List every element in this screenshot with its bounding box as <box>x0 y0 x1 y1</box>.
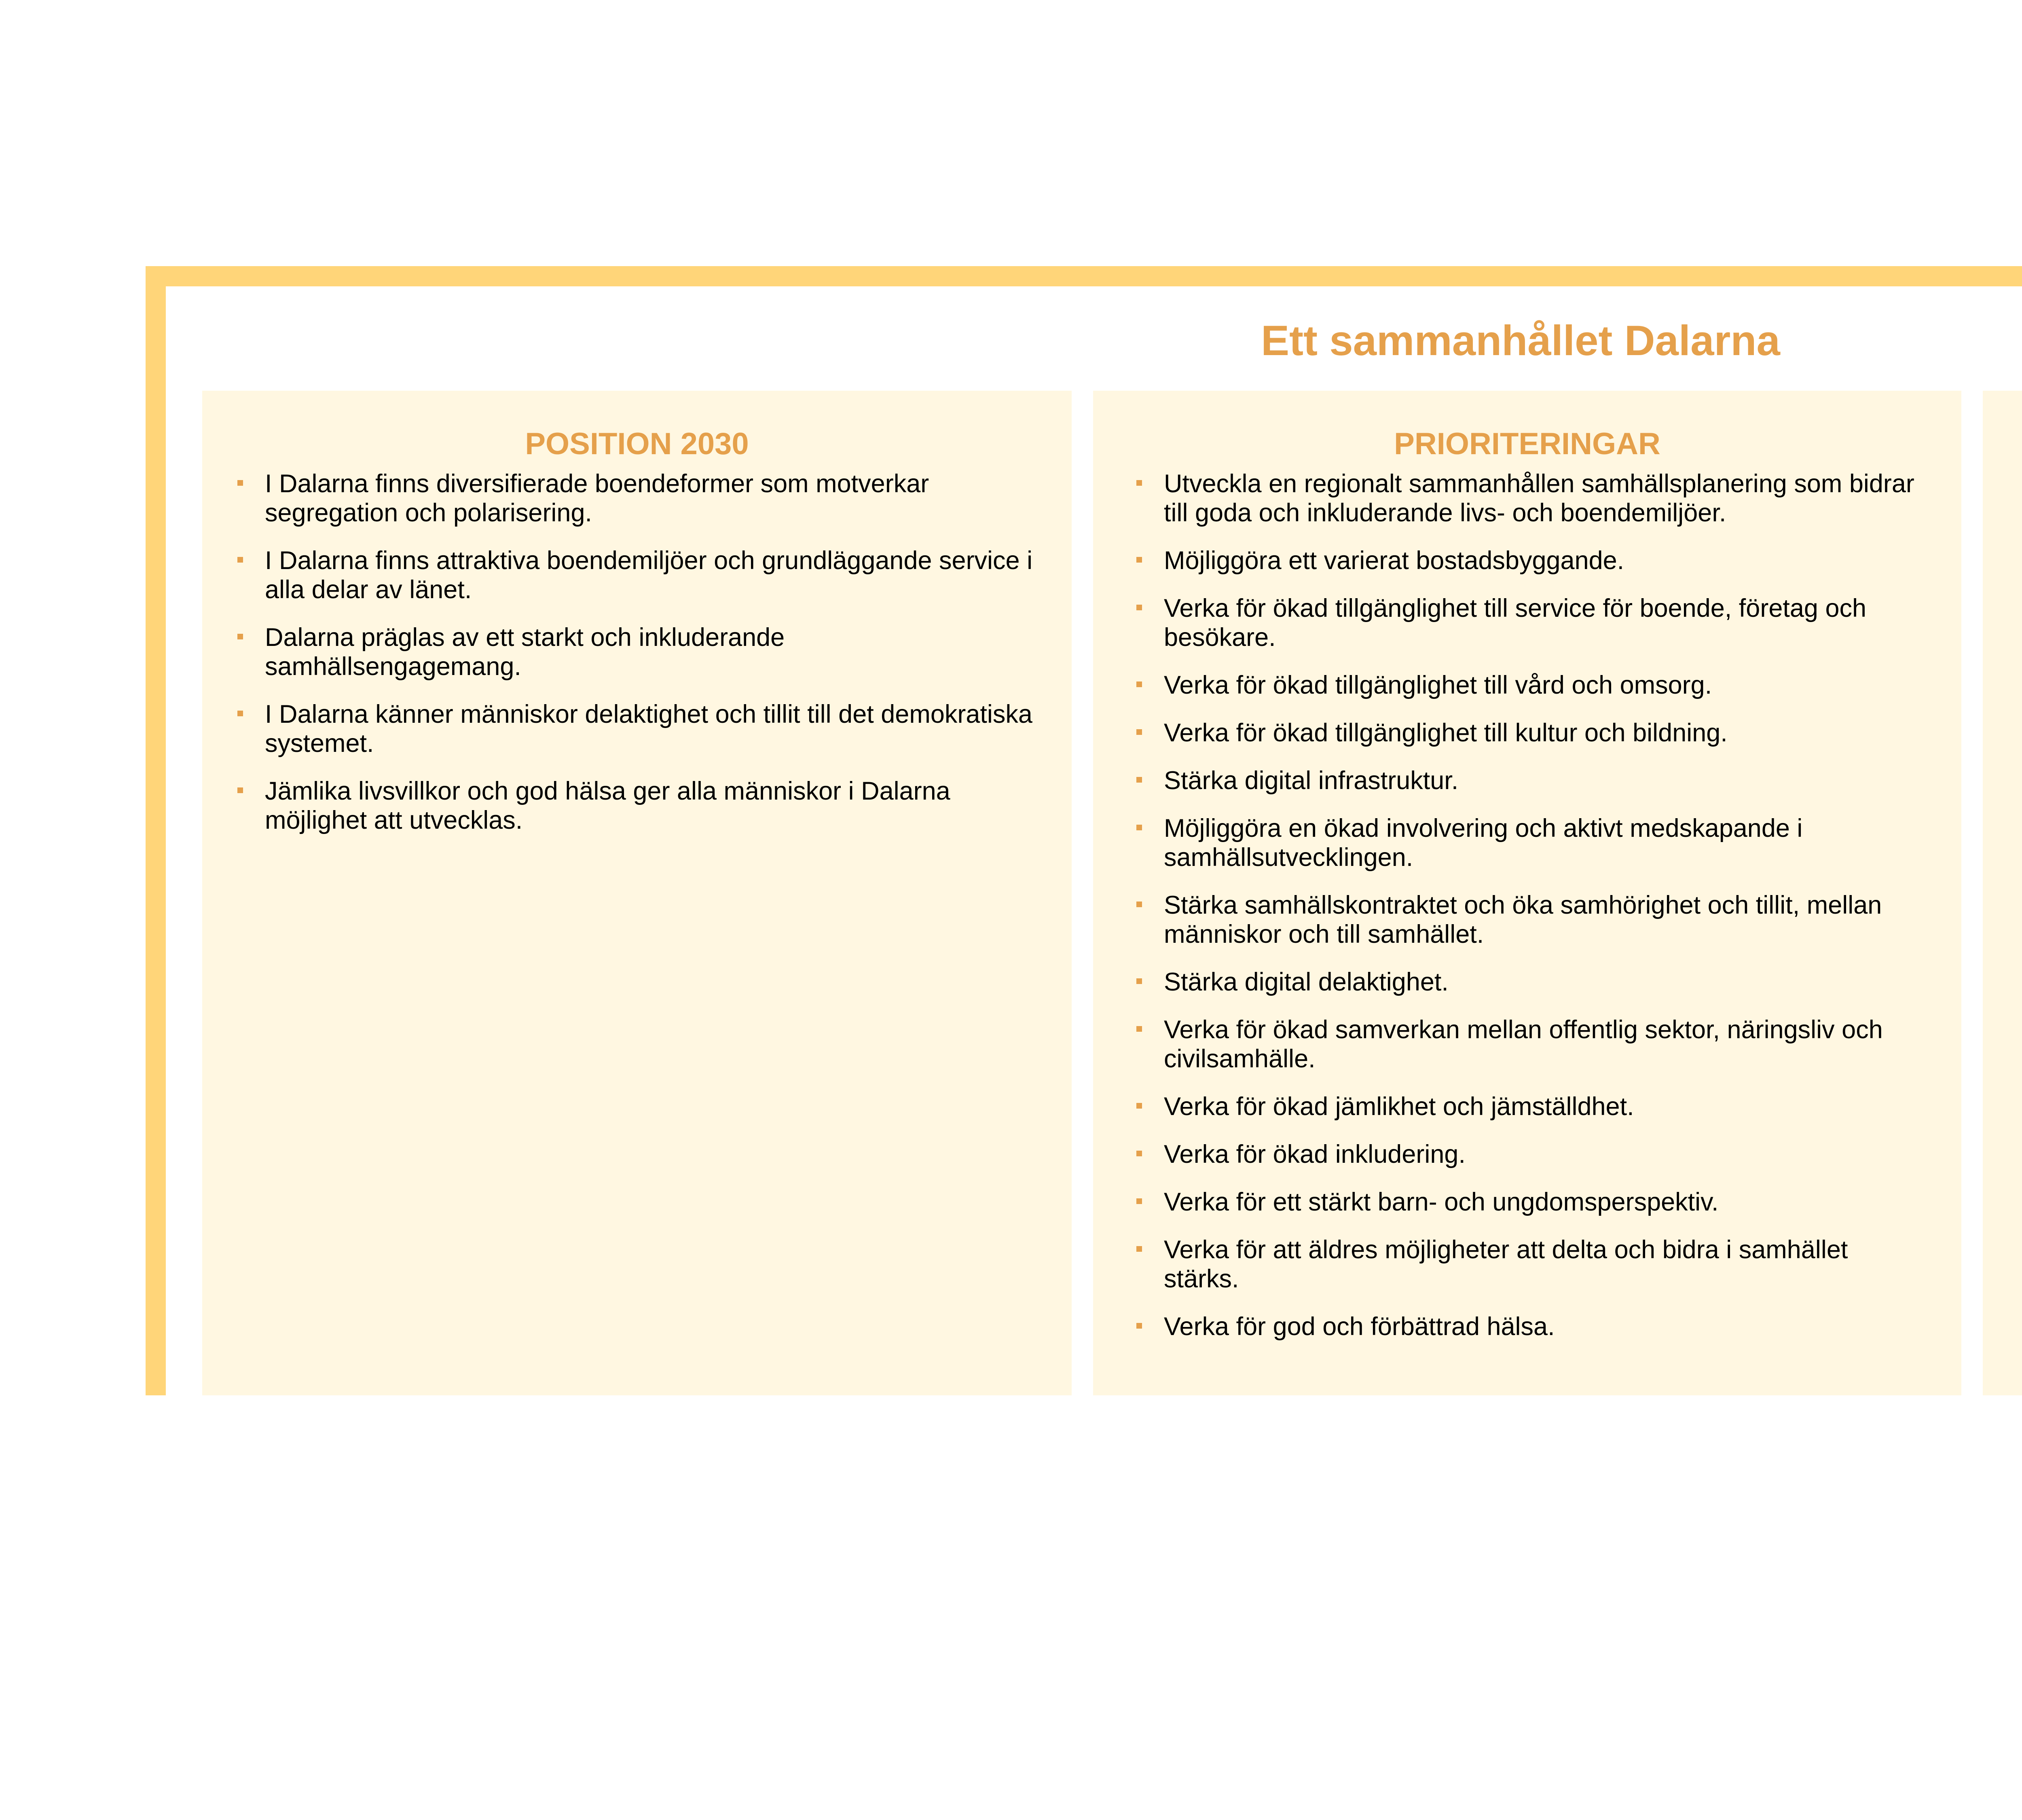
list-item: Verka för ett stärkt barn- och ungdomsperspektiv. <box>1164 1187 1925 1217</box>
column-heading <box>1983 391 2022 469</box>
position-2030-panel <box>202 391 1072 1395</box>
list-item: Verka för ökad tillgänglighet till service för boende, företag och besökare. <box>1164 594 1925 652</box>
list-item: Verka för ökad jämlikhet och jämställdhet. <box>1164 1092 1925 1121</box>
list-item: Jämlika livsvillkor och god hälsa ger alla människor i Dalarna möjlighet att utvecklas. <box>265 777 1047 835</box>
position-list <box>202 469 1072 835</box>
list-item: I Dalarna finns attraktiva boendemiljöer och grundläggande service i alla delar av länet. <box>265 546 1047 604</box>
list-item: Stärka digital delaktighet. <box>1164 967 1925 997</box>
list-item: I Dalarna finns diversifierade boendeformer som motverkar segregation och polarisering. <box>265 469 1047 527</box>
list-item: Verka för ökad tillgänglighet till vård och omsorg. <box>1164 671 1925 700</box>
page-title: Ett sammanhållet Dalarna <box>1261 317 1780 364</box>
list-item: Stärka digital infrastruktur. <box>1164 766 1925 795</box>
list-item: Utveckla en regionalt sammanhållen samhällsplanering som bidrar till goda och inkluderande livs- och boendemiljöer. <box>1164 469 1925 527</box>
list-item: Verka för ökad tillgänglighet till kultur och bildning. <box>1164 718 1925 747</box>
prioriteringar-panel <box>1093 391 1961 1395</box>
frame-left-bar <box>146 266 166 1395</box>
indikatorer-list <box>1983 469 2022 1023</box>
column-heading: POSITION 2030 <box>525 427 749 461</box>
list-item: Möjliggöra en ökad involvering och aktivt medskapande i samhällsutvecklingen. <box>1164 814 1925 872</box>
list-item: Möjliggöra ett varierat bostadsbyggande. <box>1164 546 1925 575</box>
list-item: Verka för att äldres möjligheter att delta och bidra i samhället stärks. <box>1164 1235 1925 1293</box>
slide-frame <box>146 266 2022 1395</box>
list-item: Stärka samhällskontraktet och öka samhörighet och tillit, mellan människor och till samhället. <box>1164 891 1925 949</box>
frame-top-bar <box>146 266 2022 286</box>
list-item: Dalarna präglas av ett starkt och inkluderande samhällsengagemang. <box>265 623 1047 681</box>
list-item: I Dalarna känner människor delaktighet och tillit till det demokratiska systemet. <box>265 700 1047 758</box>
indikatorer-panel <box>1983 391 2022 1395</box>
list-item: Verka för ökad inkludering. <box>1164 1140 1925 1169</box>
list-item: Verka för god och förbättrad hälsa. <box>1164 1312 1925 1341</box>
prioriteringar-list <box>1093 469 1961 1341</box>
column-heading: PRIORITERINGAR <box>1394 427 1660 461</box>
list-item: Verka för ökad samverkan mellan offentlig sektor, näringsliv och civilsamhälle. <box>1164 1015 1925 1073</box>
